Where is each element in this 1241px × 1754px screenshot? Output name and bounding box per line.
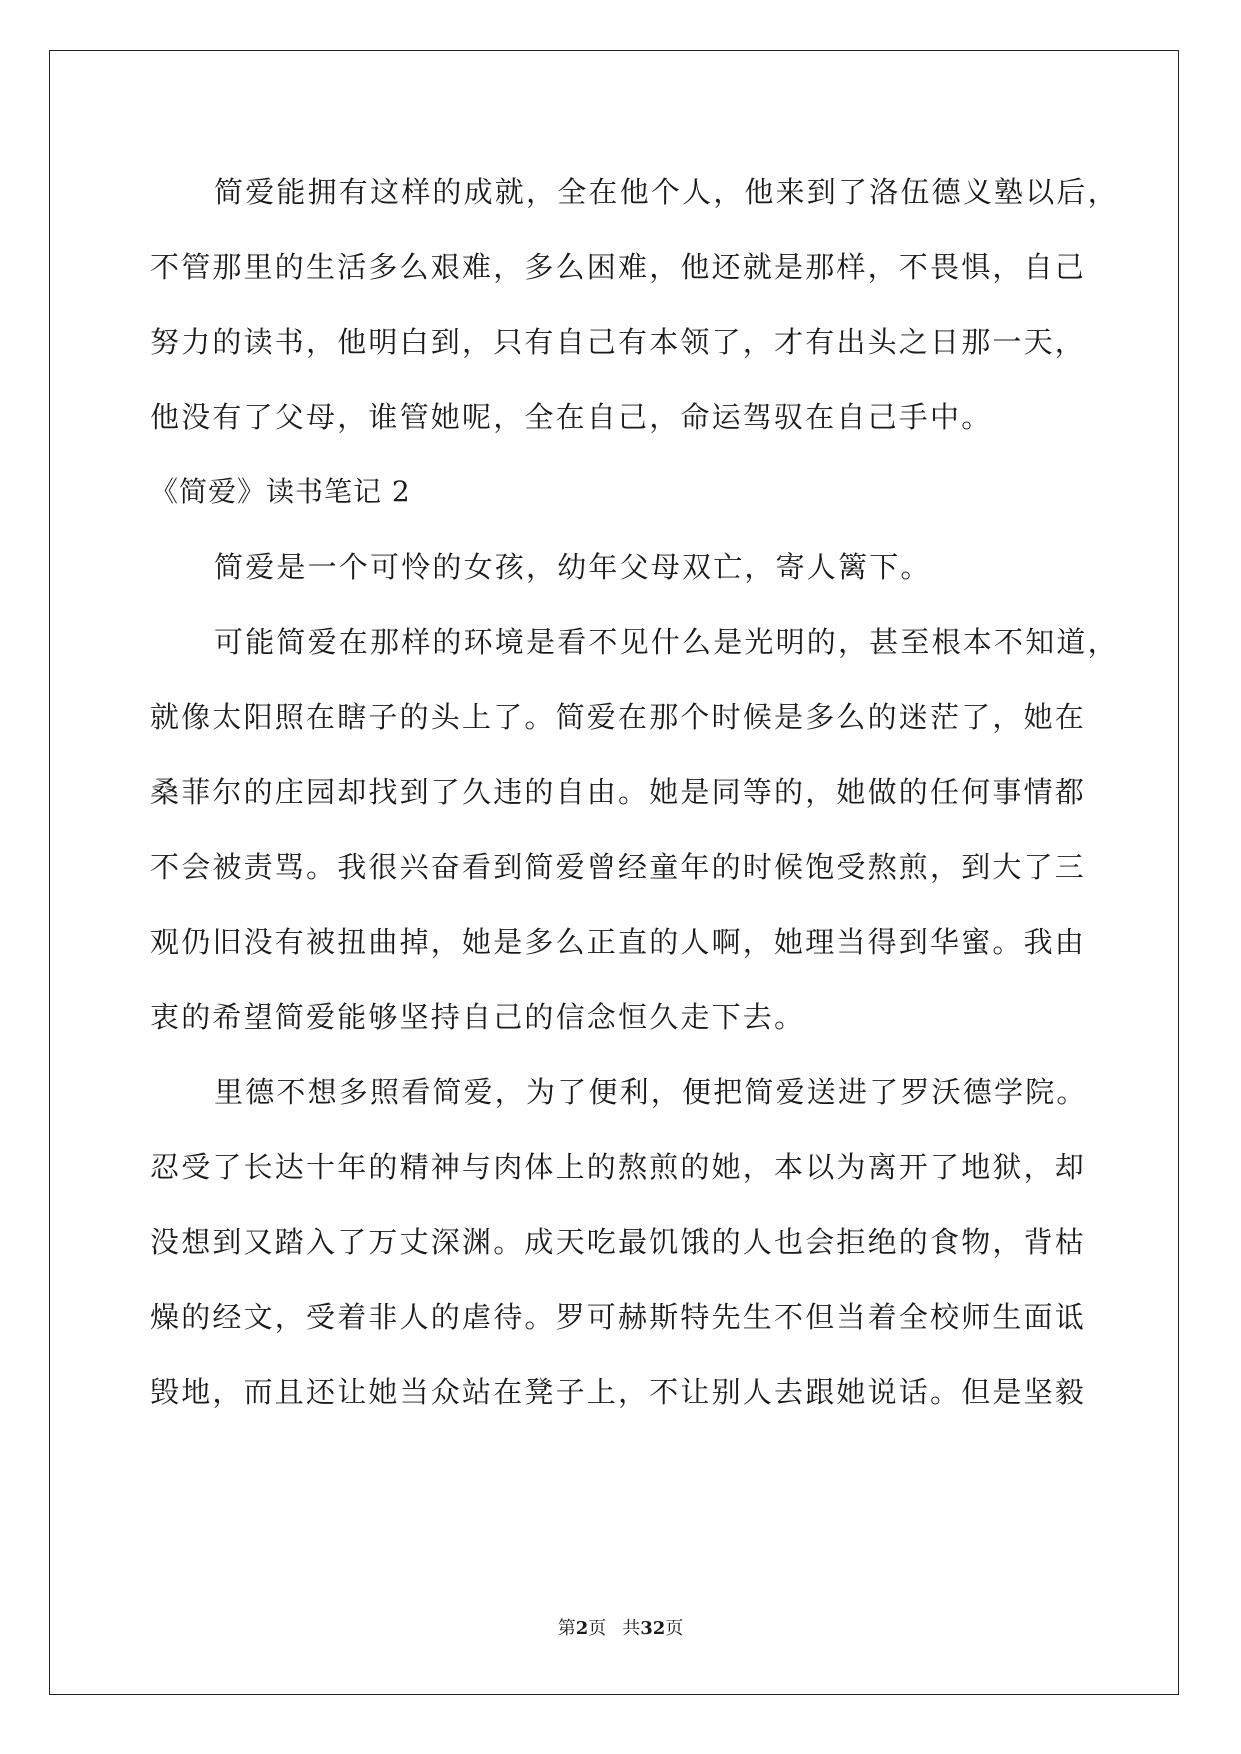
paragraph-3-line-5: 观仍旧没有被扭曲掉，她是多么正直的人啊，她理当得到华蜜。我由 bbox=[150, 925, 1087, 959]
paragraph-3-line-2: 就像太阳照在瞎子的头上了。简爱在那个时候是多么的迷茫了，她在 bbox=[150, 700, 1087, 734]
paragraph-3-line-4: 不会被责骂。我很兴奋看到简爱曾经童年的时候饱受熬煎，到大了三 bbox=[150, 850, 1087, 884]
paragraph-3-line-1: 可能简爱在那样的环境是看不见什么是光明的，甚至根本不知道， bbox=[214, 625, 1119, 659]
page-footer bbox=[0, 1617, 1241, 1641]
paragraph-1-line-1: 简爱能拥有这样的成就，全在他个人，他来到了洛伍德义塾以后， bbox=[214, 175, 1119, 209]
total-suffix: 页 bbox=[665, 1618, 684, 1639]
paragraph-3-line-3: 桑菲尔的庄园却找到了久违的自由。她是同等的，她做的任何事情都 bbox=[150, 775, 1087, 809]
page-prefix: 第 bbox=[557, 1618, 576, 1639]
paragraph-3-line-6: 衷的希望简爱能够坚持自己的信念恒久走下去。 bbox=[150, 1000, 806, 1034]
paragraph-1-line-2: 不管那里的生活多么艰难，多么困难，他还就是那样，不畏惧，自己 bbox=[150, 250, 1087, 284]
paragraph-1-line-3: 努力的读书，他明白到，只有自己有本领了，才有出头之日那一天， bbox=[150, 325, 1087, 359]
paragraph-4-line-5: 毁地，而且还让她当众站在凳子上，不让别人去跟她说话。但是坚毅 bbox=[150, 1375, 1087, 1409]
page-number: 2 bbox=[575, 1618, 589, 1639]
section-heading: 《简爱》读书笔记 2 bbox=[150, 475, 411, 508]
page-suffix: 页 bbox=[588, 1618, 607, 1639]
paragraph-1-line-4: 他没有了父母，谁管她呢，全在自己，命运驾驭在自己手中。 bbox=[150, 400, 993, 434]
total-prefix: 共 bbox=[622, 1618, 641, 1639]
total-pages: 32 bbox=[640, 1618, 666, 1639]
paragraph-4-line-2: 忍受了长达十年的精神与肉体上的熬煎的她，本以为离开了地狱，却 bbox=[150, 1150, 1087, 1184]
paragraph-2-line-1: 简爱是一个可怜的女孩，幼年父母双亡，寄人篱下。 bbox=[214, 550, 932, 584]
paragraph-4-line-1: 里德不想多照看简爱，为了便利，便把简爱送进了罗沃德学院。 bbox=[214, 1075, 1088, 1109]
paragraph-4-line-4: 燥的经文，受着非人的虐待。罗可赫斯特先生不但当着全校师生面诋 bbox=[150, 1300, 1087, 1334]
paragraph-4-line-3: 没想到又踏入了万丈深渊。成天吃最饥饿的人也会拒绝的食物，背枯 bbox=[150, 1225, 1087, 1259]
